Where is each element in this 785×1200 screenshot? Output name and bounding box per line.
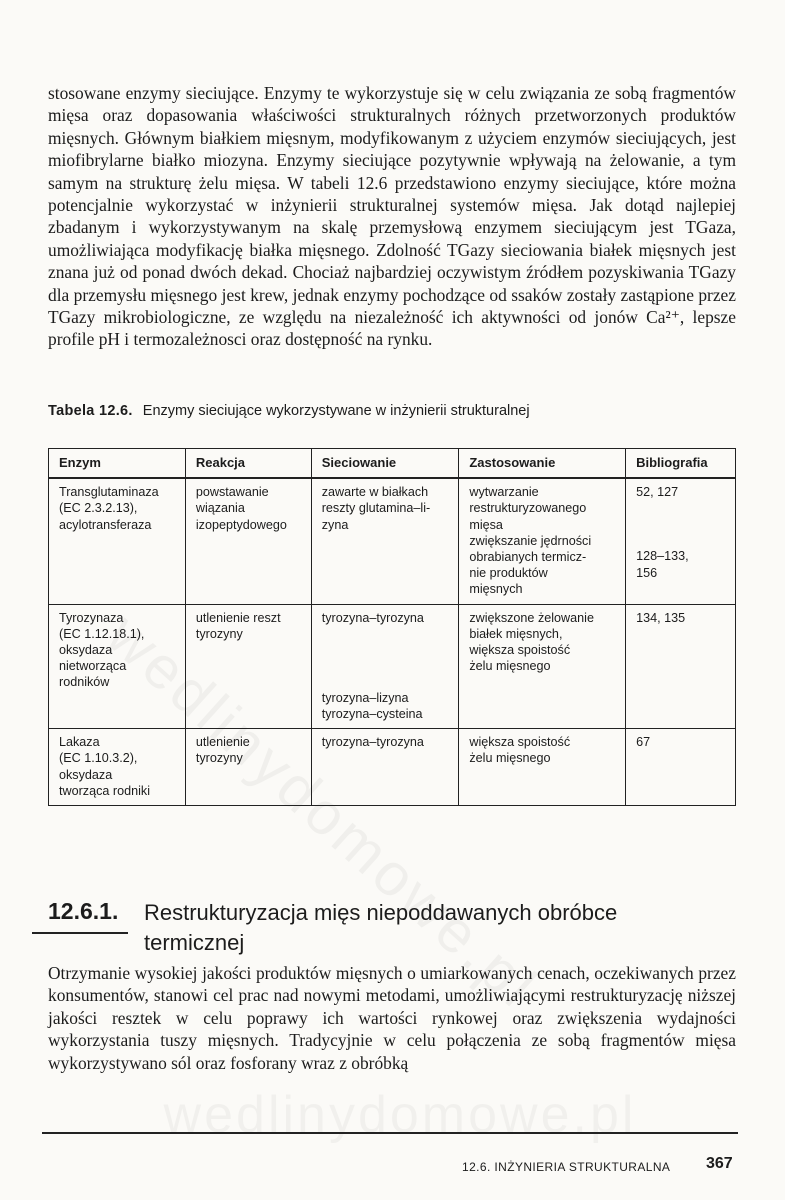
- cell-text: tyrozyna–tyrozyna: [321, 610, 424, 625]
- cell-text: białek mięsnych,: [469, 626, 563, 641]
- cell-spacer: [636, 500, 729, 548]
- cell-reaction: [185, 729, 311, 806]
- cell-text: żelu mięsnego: [469, 751, 551, 766]
- header-bibliography: Bibliografia: [626, 449, 736, 479]
- table-caption-label: Tabela 12.6.: [48, 403, 133, 419]
- cell-text: nie produktów: [469, 566, 548, 581]
- cell-text: wytwarzanie: [469, 485, 539, 500]
- cell-text: zwiększone żelowanie: [469, 610, 594, 625]
- cell-text: 128–133,: [636, 549, 689, 564]
- cell-text: 67: [636, 735, 651, 750]
- cell-text: utlenienie: [195, 735, 250, 750]
- cell-text: tyrozyna–cysteina: [321, 707, 423, 722]
- header-enzyme: Enzym: [49, 449, 186, 479]
- body-paragraph-1: stosowane enzymy sieciujące. Enzymy te wykorzystuje się w celu związania ze sobą fragmentów mięsa oraz dopasowania właściwości strukturalnych różnych przetworzonych produktów mięsnych. Głównym białkiem mięsnym, modyfikowanym z użyciem enzymów sieciujących, jest miofibrylarne białko miozyna. Enzymy sieciujące pozytywnie wpływają na żelowanie, a tym samym na strukturę żelu mięsa. W tabeli 12.6 przedstawiono enzymy sieciujące, które można potencjalnie wykorzystać w inżynierii strukturalnej systemów mięsa. Jak dotąd najlepiej zbadanym i wykorzystywanym na skalę przemysłową enzymem sieciującym jest TGaza, umożliwiająca modyfikację białka mięsnego. Zdolność TGazy sieciowania białek mięsnych jest znana już od ponad dwóch dekad. Chociaż najbardziej oczywistym źródłem pozyskiwania TGazy dla przemysłu mięsnego jest krew, jednak enzymy pochodzące od ssaków zostały zastąpione przez TGazy mikrobiologiczne, ze względu na niezależność ich aktywności od jonów Ca²⁺, lepsze profile pH i termozależnosci oraz dostępność na rynku.: [48, 83, 736, 350]
- cell-text: powstawanie: [195, 485, 269, 500]
- cell-bibliography: [626, 604, 736, 729]
- enzyme-table: [48, 448, 736, 806]
- cell-text: tworząca rodniki: [59, 783, 150, 798]
- page-number: 367: [706, 1155, 733, 1172]
- cell-text: większa spoistość: [469, 643, 571, 658]
- cell-text: tyrozyny: [195, 751, 243, 766]
- cell-enzyme: [49, 478, 186, 604]
- cell-text: 134, 135: [636, 610, 686, 625]
- cell-application: [459, 478, 626, 604]
- cell-text: większa spoistość: [469, 735, 571, 750]
- cell-text: Tyrozynaza: [59, 610, 124, 625]
- cell-spacer: [322, 674, 453, 690]
- cell-text: (EC 1.10.3.2),: [59, 751, 138, 766]
- cell-bibliography: [626, 478, 736, 604]
- cell-text: izopeptydowego: [195, 517, 287, 532]
- cell-text: 156: [636, 565, 658, 580]
- cell-text: restrukturyzowanego: [469, 501, 587, 516]
- watermark: [60, 1085, 740, 1145]
- running-footer: 12.6. INŻYNIERIA STRUKTURALNA: [462, 1160, 671, 1174]
- cell-application: [459, 729, 626, 806]
- cell-text: utlenienie reszt: [195, 610, 281, 625]
- cell-text: tyrozyny: [195, 626, 243, 641]
- cell-crosslinking: [311, 729, 459, 806]
- cell-application: [459, 604, 626, 729]
- cell-text: mięsa: [469, 517, 503, 532]
- cell-text: rodników: [59, 675, 110, 690]
- cell-text: (EC 1.12.18.1),: [59, 626, 145, 641]
- cell-text: oksydaza: [59, 643, 113, 658]
- section-number-underline: [32, 932, 128, 934]
- body-paragraph-2: Otrzymanie wysokiej jakości produktów mięsnych o umiarkowanych cenach, oczekiwanych przez konsumentów, stanowi cel prac nad nowymi metodami, umożliwiającymi restrukturyzację niższej jakości resztek w celu poprawy ich wartości rynkowej oraz zwiększenia wydajności wykorzystania tuszy mięsnych. Tradycyjnie w celu połączenia ze sobą fragmentów mięsa wykorzystywano sól oraz fosforany wraz z obróbką: [48, 963, 736, 1073]
- cell-enzyme: [49, 604, 186, 729]
- header-application: Zastosowanie: [459, 449, 626, 479]
- cell-text: zwiększanie jędrności: [469, 533, 592, 548]
- cell-text: wiązania: [195, 501, 245, 516]
- cell-text: nietworząca: [59, 659, 127, 674]
- cell-text: tyrozyna–tyrozyna: [321, 735, 424, 750]
- footer-rule: [42, 1132, 738, 1134]
- cell-reaction: [185, 478, 311, 604]
- cell-text: reszty glutamina–li-: [321, 501, 431, 516]
- table-header-row: [49, 449, 736, 479]
- cell-enzyme: [49, 729, 186, 806]
- cell-text: mięsnych: [469, 582, 523, 597]
- table-caption: [48, 403, 736, 419]
- cell-reaction: [185, 604, 311, 729]
- cell-text: Transglutaminaza: [59, 485, 159, 500]
- cell-text: zyna: [321, 517, 349, 532]
- table-row: [49, 729, 736, 806]
- cell-text: żelu mięsnego: [469, 659, 551, 674]
- header-reaction: Reakcja: [185, 449, 311, 479]
- table-row: [49, 604, 736, 729]
- cell-text: 52, 127: [636, 485, 679, 500]
- cell-bibliography: [626, 729, 736, 806]
- table-caption-text: Enzymy sieciujące wykorzystywane w inżynierii strukturalnej: [142, 403, 530, 419]
- section-number: 12.6.1.: [48, 898, 119, 924]
- cell-text: oksydaza: [59, 767, 113, 782]
- cell-text: tyrozyna–lizyna: [321, 690, 409, 705]
- cell-crosslinking: [311, 478, 459, 604]
- cell-text: Lakaza: [59, 735, 100, 750]
- table-row: [49, 478, 736, 604]
- header-crosslinking: Sieciowanie: [311, 449, 459, 479]
- cell-text: zawarte w białkach: [321, 485, 429, 500]
- cell-spacer: [322, 626, 453, 674]
- section-title: Restrukturyzacja mięs niepoddawanych obróbce termicznej: [144, 900, 618, 955]
- cell-text: acylotransferaza: [59, 517, 152, 532]
- cell-text: obrabianych termicz-: [469, 550, 587, 565]
- cell-text: (EC 2.3.2.13),: [59, 501, 138, 516]
- cell-crosslinking: [311, 604, 459, 729]
